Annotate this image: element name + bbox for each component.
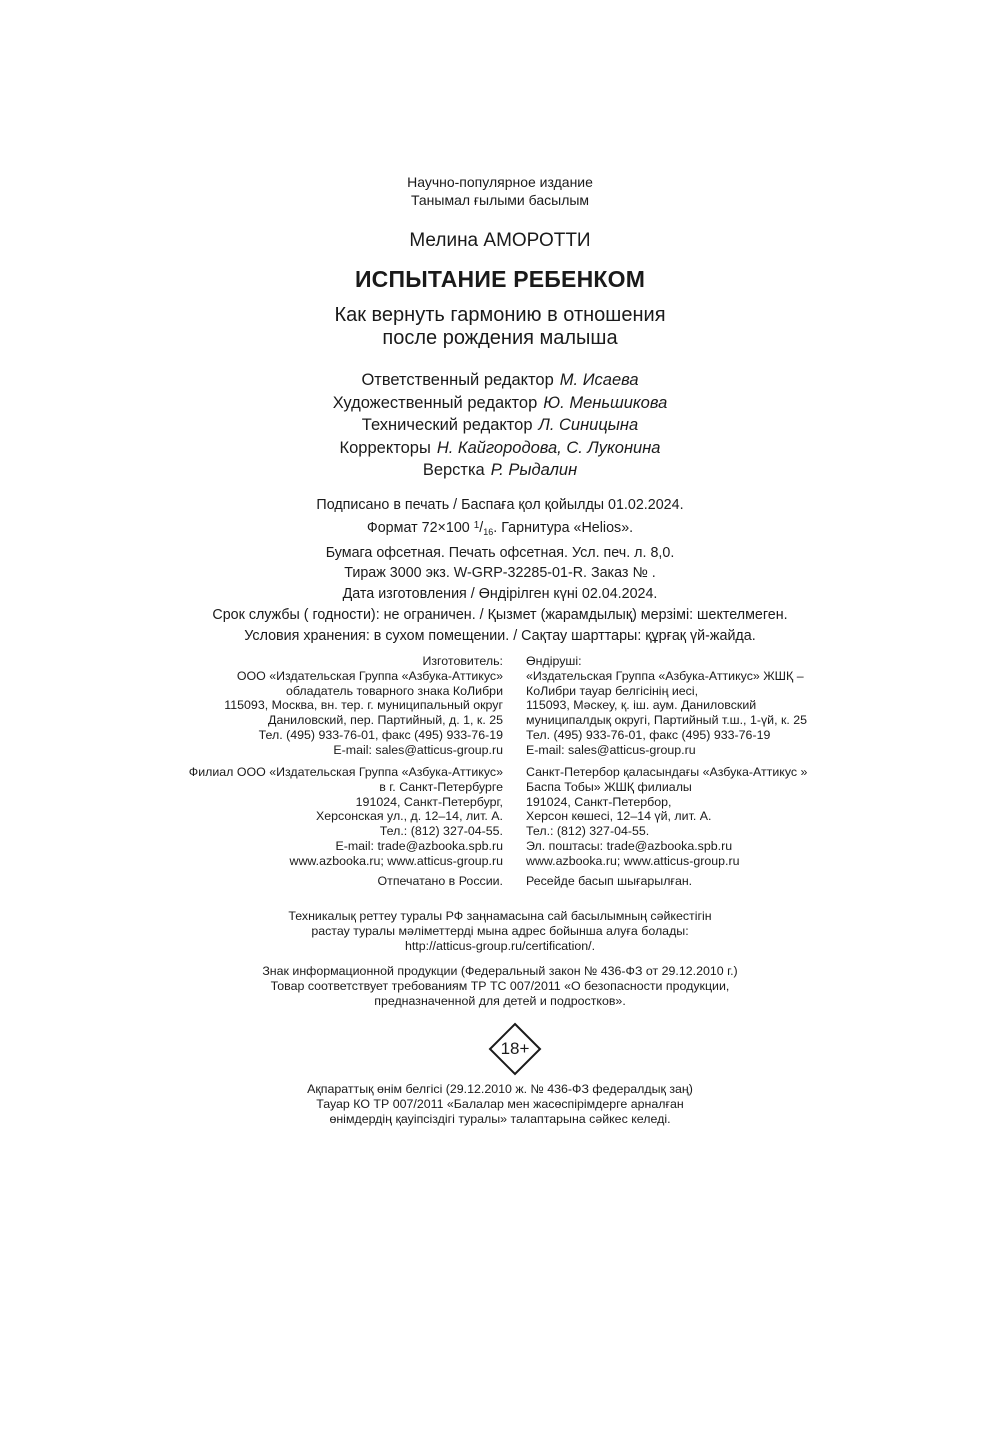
storage-conditions: Условия хранения: в сухом помещении. / Сақтау шарттары: құрғақ үй-жайда.: [244, 627, 756, 644]
manufacturer-ru-line: Даниловский, пер. Партийный, д. 1, к. 25: [268, 713, 503, 728]
branch-ru-websites: www.azbooka.ru; www.atticus-group.ru: [289, 853, 503, 868]
manufacturer-ru-line: Тел. (495) 933-76-01, факс (495) 933-76-19: [258, 727, 503, 742]
branch-ru-line: 191024, Санкт-Петербург,: [355, 794, 503, 809]
info-sign-note: [0, 964, 1000, 1009]
author-name: Мелина АМОРОТТИ: [409, 230, 591, 251]
branch-kz-line: 191024, Санкт-Петербор,: [526, 794, 672, 809]
format-numerator: 1: [473, 519, 480, 531]
manufacturer-kz-email: E-mail: sales@atticus-group.ru: [526, 742, 696, 757]
manufacturer-kz-line: муниципалдық округі, Партийный т.ш., 1-үй, к. 25: [526, 713, 808, 728]
credit-line: [0, 392, 1000, 415]
info-sign-line: Товар соответствует требованиям ТР ТС 007/2011 «О безопасности продукции,: [270, 979, 730, 993]
info-sign-line: Знак информационной продукции (Федеральный закон № 436-ФЗ от 29.12.2010 г.): [262, 964, 738, 978]
age-rating-badge: [487, 1021, 543, 1077]
genre-block: [0, 173, 1000, 209]
credit-line: [0, 459, 1000, 482]
branch-kz-websites: www.azbooka.ru; www.atticus-group.ru: [526, 853, 740, 868]
branch-kz-line: Санкт-Петербор қаласындағы «Азбука-Аттикус »: [526, 765, 808, 779]
manufacturer-ru-line: обладатель товарного знака КоЛибри: [285, 683, 503, 698]
manufacturer-kz-line: Өндіруші:: [526, 654, 582, 668]
credit-role: Ответственный редактор: [361, 371, 554, 389]
credit-person: Р. Рыдалин: [490, 461, 578, 480]
manufacturer-ru-line: Изготовитель:: [422, 654, 503, 668]
print-info-block: [0, 495, 1000, 647]
credit-line: [0, 414, 1000, 437]
info-sign-kz-line: өнімдердің қауіпсіздігі туралы» талаптарына сәйкес келеді.: [329, 1112, 671, 1126]
manufacturer-ru-line: 115093, Москва, вн. тер. г. муниципальный округ: [224, 698, 503, 713]
age-rating-label: 18+: [500, 1039, 530, 1058]
manufacturer-kz-line: «Издательская Группа «Азбука-Аттикус» ЖШҚ –: [526, 668, 804, 683]
subtitle-line-1: Как вернуть гармонию в отношения: [334, 304, 666, 326]
format-suffix: . Гарнитура «Helios».: [493, 519, 634, 536]
branch-kz: [526, 765, 807, 869]
manufacturer-kz-line: Тел. (495) 933-76-01, факс (495) 933-76-19: [526, 727, 771, 742]
branch-ru-line: Херсонская ул., д. 12–14, лит. А.: [315, 809, 503, 824]
book-title: ИСПЫТАНИЕ РЕБЕНКОМ: [354, 266, 646, 292]
credit-role: Технический редактор: [361, 416, 533, 435]
info-sign-note-kz: [0, 1082, 1000, 1127]
manufacturer-ru: [224, 654, 503, 758]
certification-url: http://atticus-group.ru/certification/.: [404, 939, 596, 953]
subtitle-line-2: после рождения малыша: [382, 327, 618, 349]
branch-kz-line: Тел.: (812) 327-04-55.: [526, 824, 650, 839]
credit-person: Ю. Меньшикова: [543, 393, 668, 412]
certification-note: [0, 909, 1000, 954]
credit-person: Л. Синицына: [538, 416, 639, 435]
info-sign-line: предназначенной для детей и подростков».: [374, 994, 626, 1008]
certification-line: Техникалық реттеу туралы РФ заңнамасына сай басылымның сәйкестігін: [288, 909, 712, 923]
certification-line: растау туралы мәліметтерді мына адрес бойынша алуға болады:: [311, 924, 689, 938]
credits-block: [0, 369, 1000, 482]
printed-in-kz: Ресейде басып шығарылған.: [526, 874, 693, 888]
manufacturer-ru-email: E-mail: sales@atticus-group.ru: [333, 742, 503, 757]
credit-role: Корректоры: [339, 438, 431, 457]
credit-line: [0, 369, 1000, 392]
printed-in-ru: Отпечатано в России.: [377, 874, 503, 888]
branch-kz-line: Баспа Тобы» ЖШҚ филиалы: [526, 779, 692, 794]
credit-person: М. Исаева: [559, 371, 639, 389]
circulation-line: Тираж 3000 экз. W-GRP-32285-01-R. Заказ № .: [344, 565, 656, 582]
signed-date: Подписано в печать / Баспаға қол қойылды 01.02.2024.: [316, 497, 684, 513]
manufacturer-ru-line: ООО «Издательская Группа «Азбука-Аттикус»: [236, 668, 503, 683]
manufacturer-kz-line: 115093, Мәскеу, қ. іш. аум. Даниловский: [526, 698, 757, 713]
shelf-life: Срок службы ( годности): не ограничен. / Қызмет (жарамдылық) мерзімі: шектелмеген.: [212, 606, 788, 623]
branch-kz-line: Херсон көшесі, 12–14 үй, лит. А.: [526, 809, 712, 824]
book-subtitle: [0, 304, 1000, 350]
manufacturer-kz-line: КоЛибри тауар белгісінің иесі,: [526, 683, 699, 698]
manufacturer-kz: [526, 654, 807, 758]
genre-kz: Танымал ғылыми басылым: [410, 192, 590, 208]
branch-ru-line: Тел.: (812) 327-04-55.: [379, 824, 503, 839]
branch-ru-line: Филиал ООО «Издательская Группа «Азбука-Аттикус»: [188, 765, 503, 779]
credit-person: Н. Кайгородова, С. Луконина: [436, 438, 661, 457]
branch-kz-email: Эл. поштасы: trade@azbooka.spb.ru: [526, 838, 733, 853]
credit-line: [0, 437, 1000, 460]
format-denominator: 16: [483, 526, 494, 537]
branch-ru: [189, 765, 503, 869]
credit-role: Художественный редактор: [332, 393, 538, 412]
info-sign-kz-line: Тауар КО ТР 007/2011 «Балалар мен жасөспірімдерге арналған: [316, 1097, 684, 1111]
paper-line: Бумага офсетная. Печать офсетная. Усл. печ. л. 8,0.: [325, 544, 675, 561]
credit-role: Верстка: [422, 461, 485, 480]
branch-ru-line: в г. Санкт-Петербурге: [379, 779, 503, 794]
manufacture-date: Дата изготовления / Өндірілген күні 02.04.2024.: [342, 586, 658, 603]
branch-ru-email: E-mail: trade@azbooka.spb.ru: [335, 838, 503, 853]
genre-ru: Научно-популярное издание: [407, 174, 593, 190]
format-prefix: Формат 72×100: [366, 519, 470, 536]
info-sign-kz-line: Ақпараттық өнім белгісі (29.12.2010 ж. № 436-ФЗ федералдық заң): [307, 1082, 693, 1096]
format-line: Формат 72×100 $^1/_{16}$. Гарнитура «Helios».: [366, 519, 634, 537]
